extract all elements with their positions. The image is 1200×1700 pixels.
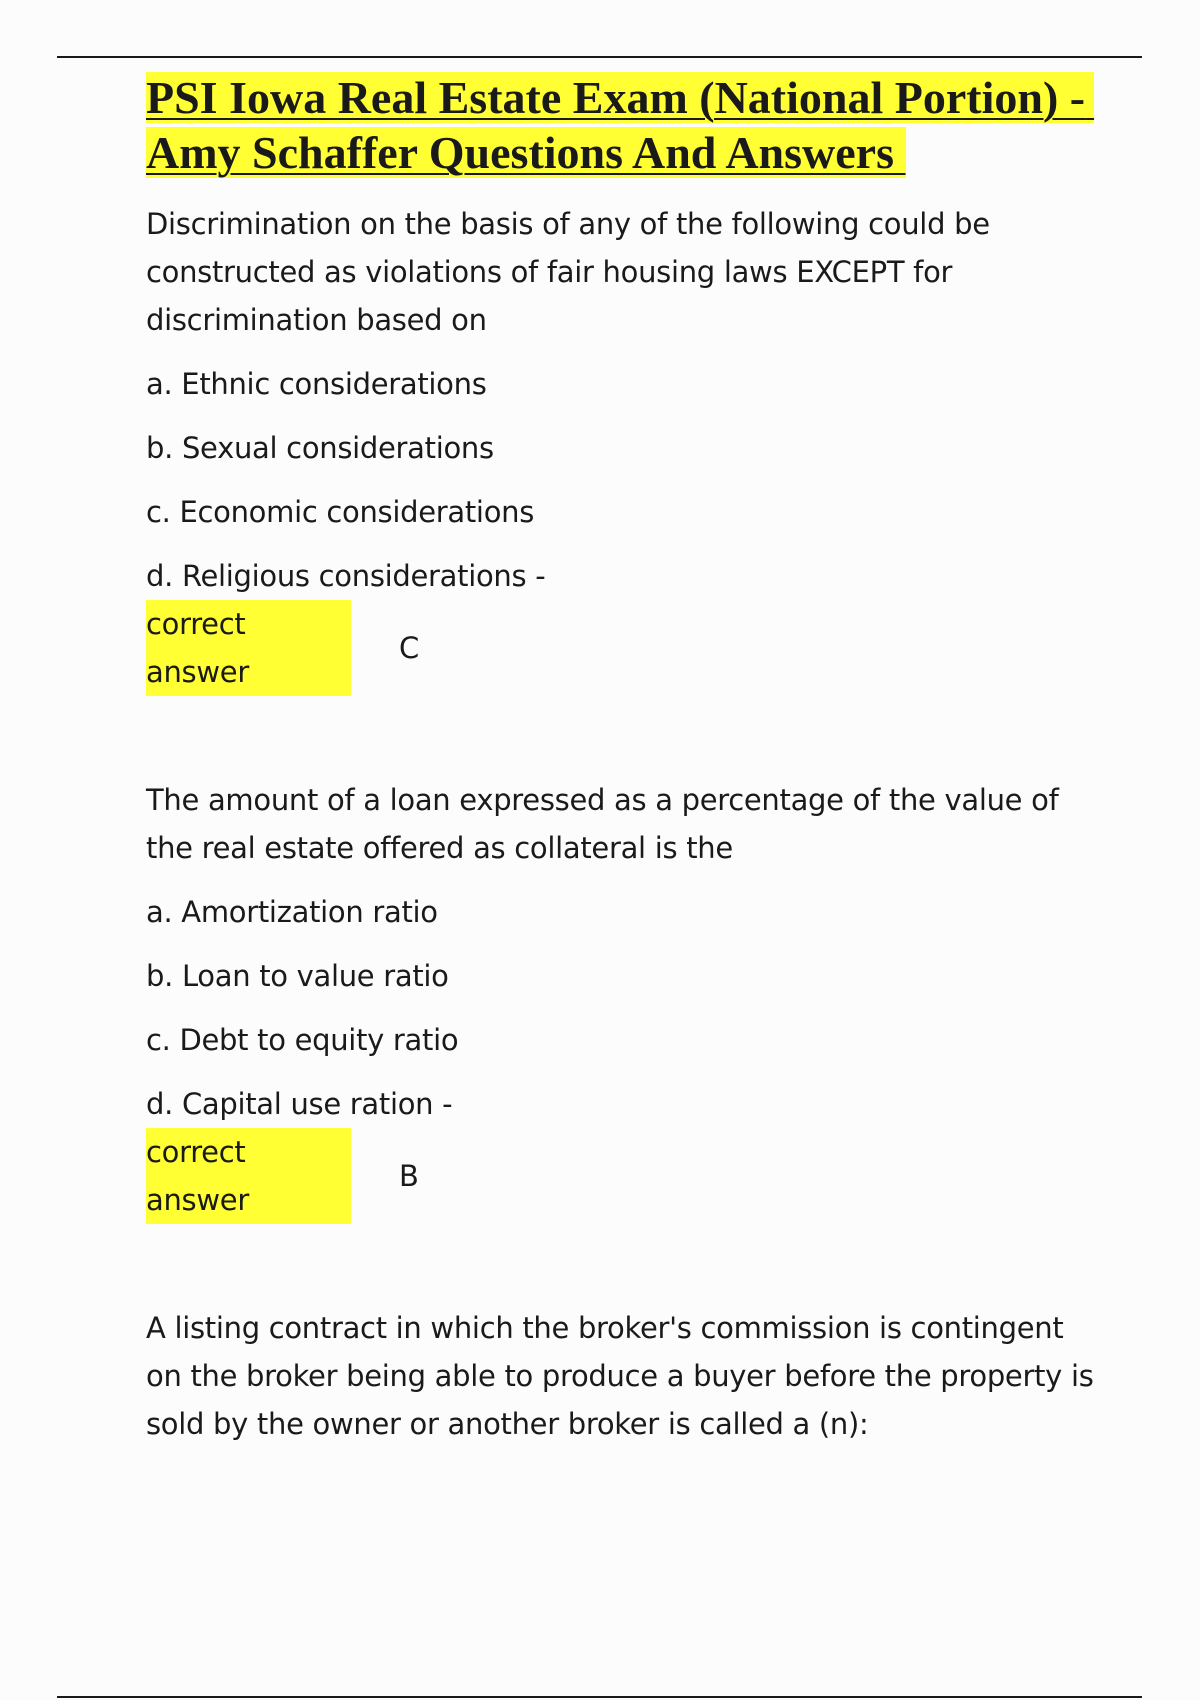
correct-answer-row xyxy=(146,600,1096,696)
answer-option: a. Ethnic considerations xyxy=(146,367,487,401)
answer-option: c. Economic considerations xyxy=(146,495,535,529)
answer-option: a. Amortization ratio xyxy=(146,895,438,929)
document-title-text: PSI Iowa Real Estate Exam (National Portion) - Amy Schaffer Questions And Answers xyxy=(146,72,1095,178)
answer-option: b. Sexual considerations xyxy=(146,431,494,465)
correct-answer-label: correct answer xyxy=(146,1128,351,1224)
question-block-1 xyxy=(146,200,1096,696)
question-text: A listing contract in which the broker's commission is contingent on the broker being able to produce a buyer before the property is sold by the owner or another broker is called a (n): xyxy=(146,1311,1094,1441)
correct-answer-label: correct answer xyxy=(146,600,351,696)
document-title xyxy=(146,70,1096,180)
answer-option: d. Capital use ration - xyxy=(146,1087,453,1121)
top-rule xyxy=(57,56,1142,58)
correct-answer-value: B xyxy=(399,1159,419,1193)
correct-answer-value: C xyxy=(399,631,419,665)
answer-option: c. Debt to equity ratio xyxy=(146,1023,459,1057)
question-block-2 xyxy=(146,776,1096,1224)
bottom-rule xyxy=(57,1696,1142,1698)
question-block-3 xyxy=(146,1304,1096,1448)
answer-option: b. Loan to value ratio xyxy=(146,959,449,993)
correct-answer-row xyxy=(146,1128,1096,1224)
answer-option: d. Religious considerations - xyxy=(146,559,546,593)
document-body xyxy=(146,70,1096,1448)
question-text: The amount of a loan expressed as a percentage of the value of the real estate offered as collateral is the xyxy=(146,783,1059,865)
question-text: Discrimination on the basis of any of the following could be constructed as violations of fair housing laws EXCEPT for discrimination based on xyxy=(146,207,990,337)
